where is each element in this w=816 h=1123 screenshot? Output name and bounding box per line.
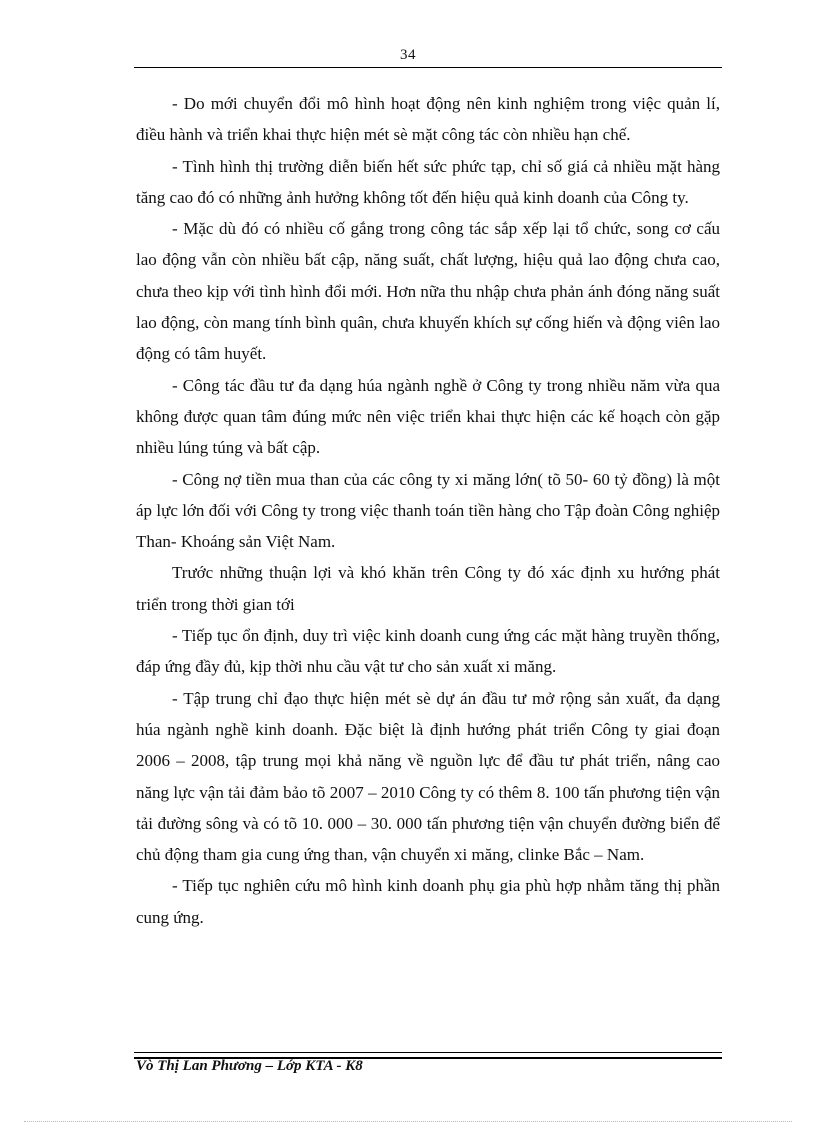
paragraph-development-direction: Trước những thuận lợi và khó khăn trên Công ty đó xác định xu hướng phát triển trong thời gian tới [136,563,720,614]
paragraph-additive-business: - Tiếp tục nghiên cứu mô hình kinh doanh phụ gia phù hợp nhằm tăng thị phần cung ứng. [136,876,720,927]
paragraph-experience-limits: - Do mới chuyển đổi mô hình hoạt động nên kinh nghiệm trong việc quản lí, điều hành và triển khai thực hiện mét sè mặt công tác còn nhiều hạn chế. [136,94,720,145]
body-text [136,88,720,933]
paragraph-investment-projects: - Tập trung chỉ đạo thực hiện mét sè dự án đầu tư mở rộng sản xuất, đa dạng húa ngành nghề kinh doanh. Đặc biệt là định hướng phát triển Công ty giai đoạn 2006 – 2008, tập trung mọi khả năng về nguồn lực để đầu tư phát triển, nâng cao năng lực vận tải đảm bảo tõ 2007 – 2010 Công ty có thêm 8. 100 tấn phương tiện vận tải đường sông và có tõ 10. 000 – 30. 000 tấn phương tiện vận chuyển đường biển để chủ động tham gia cung ứng than, vận chuyển xi măng, clinke Bắc – Nam. [136,688,720,865]
paragraph-labor-structure: - Mặc dù đó có nhiều cố gắng trong công tác sắp xếp lại tổ chức, song cơ cấu lao động vẫn còn nhiều bất cập, năng suất, chất lượng, hiệu quả lao động chưa cao, chưa theo kịp với tình hình đổi mới. Hơn nữa thu nhập chưa phản ánh đóng năng suất lao động, còn mang tính bình quân, chưa khuyến khích sự cống hiến và động viên lao động có tâm huyết. [136,219,720,364]
page-number: 34 [400,47,416,63]
footer-author: Vò Thị Lan Phương – Lớp KTA - K8 [136,1058,363,1074]
paragraph-market-conditions: - Tình hình thị trường diễn biến hết sức phức tạp, chỉ số giá cả nhiều mặt hàng tăng cao đó có những ảnh hưởng không tốt đến hiệu quả kinh doanh của Công ty. [136,156,720,207]
header-rule [134,67,722,68]
paragraph-traditional-supply: - Tiếp tục ổn định, duy trì việc kinh doanh cung ứng các mặt hàng truyền thống, đáp ứng đầy đủ, kịp thời nhu cầu vật tư cho sản xuất xi măng. [136,626,720,677]
page-edge [24,1121,792,1122]
paragraph-coal-debt: - Công nợ tiền mua than của các công ty xi măng lớn( tõ 50- 60 tỷ đồng) là một áp lực lớn đối với Công ty trong việc thanh toán tiền hàng cho Tập đoàn Công nghiệp Than- Khoáng sản Việt Nam. [136,469,720,552]
paragraph-diversification: - Công tác đầu tư đa dạng húa ngành nghề ở Công ty trong nhiều năm vừa qua không được quan tâm đúng mức nên việc triển khai thực hiện các kế hoạch còn gặp nhiều lúng túng và bất cập. [136,375,720,458]
